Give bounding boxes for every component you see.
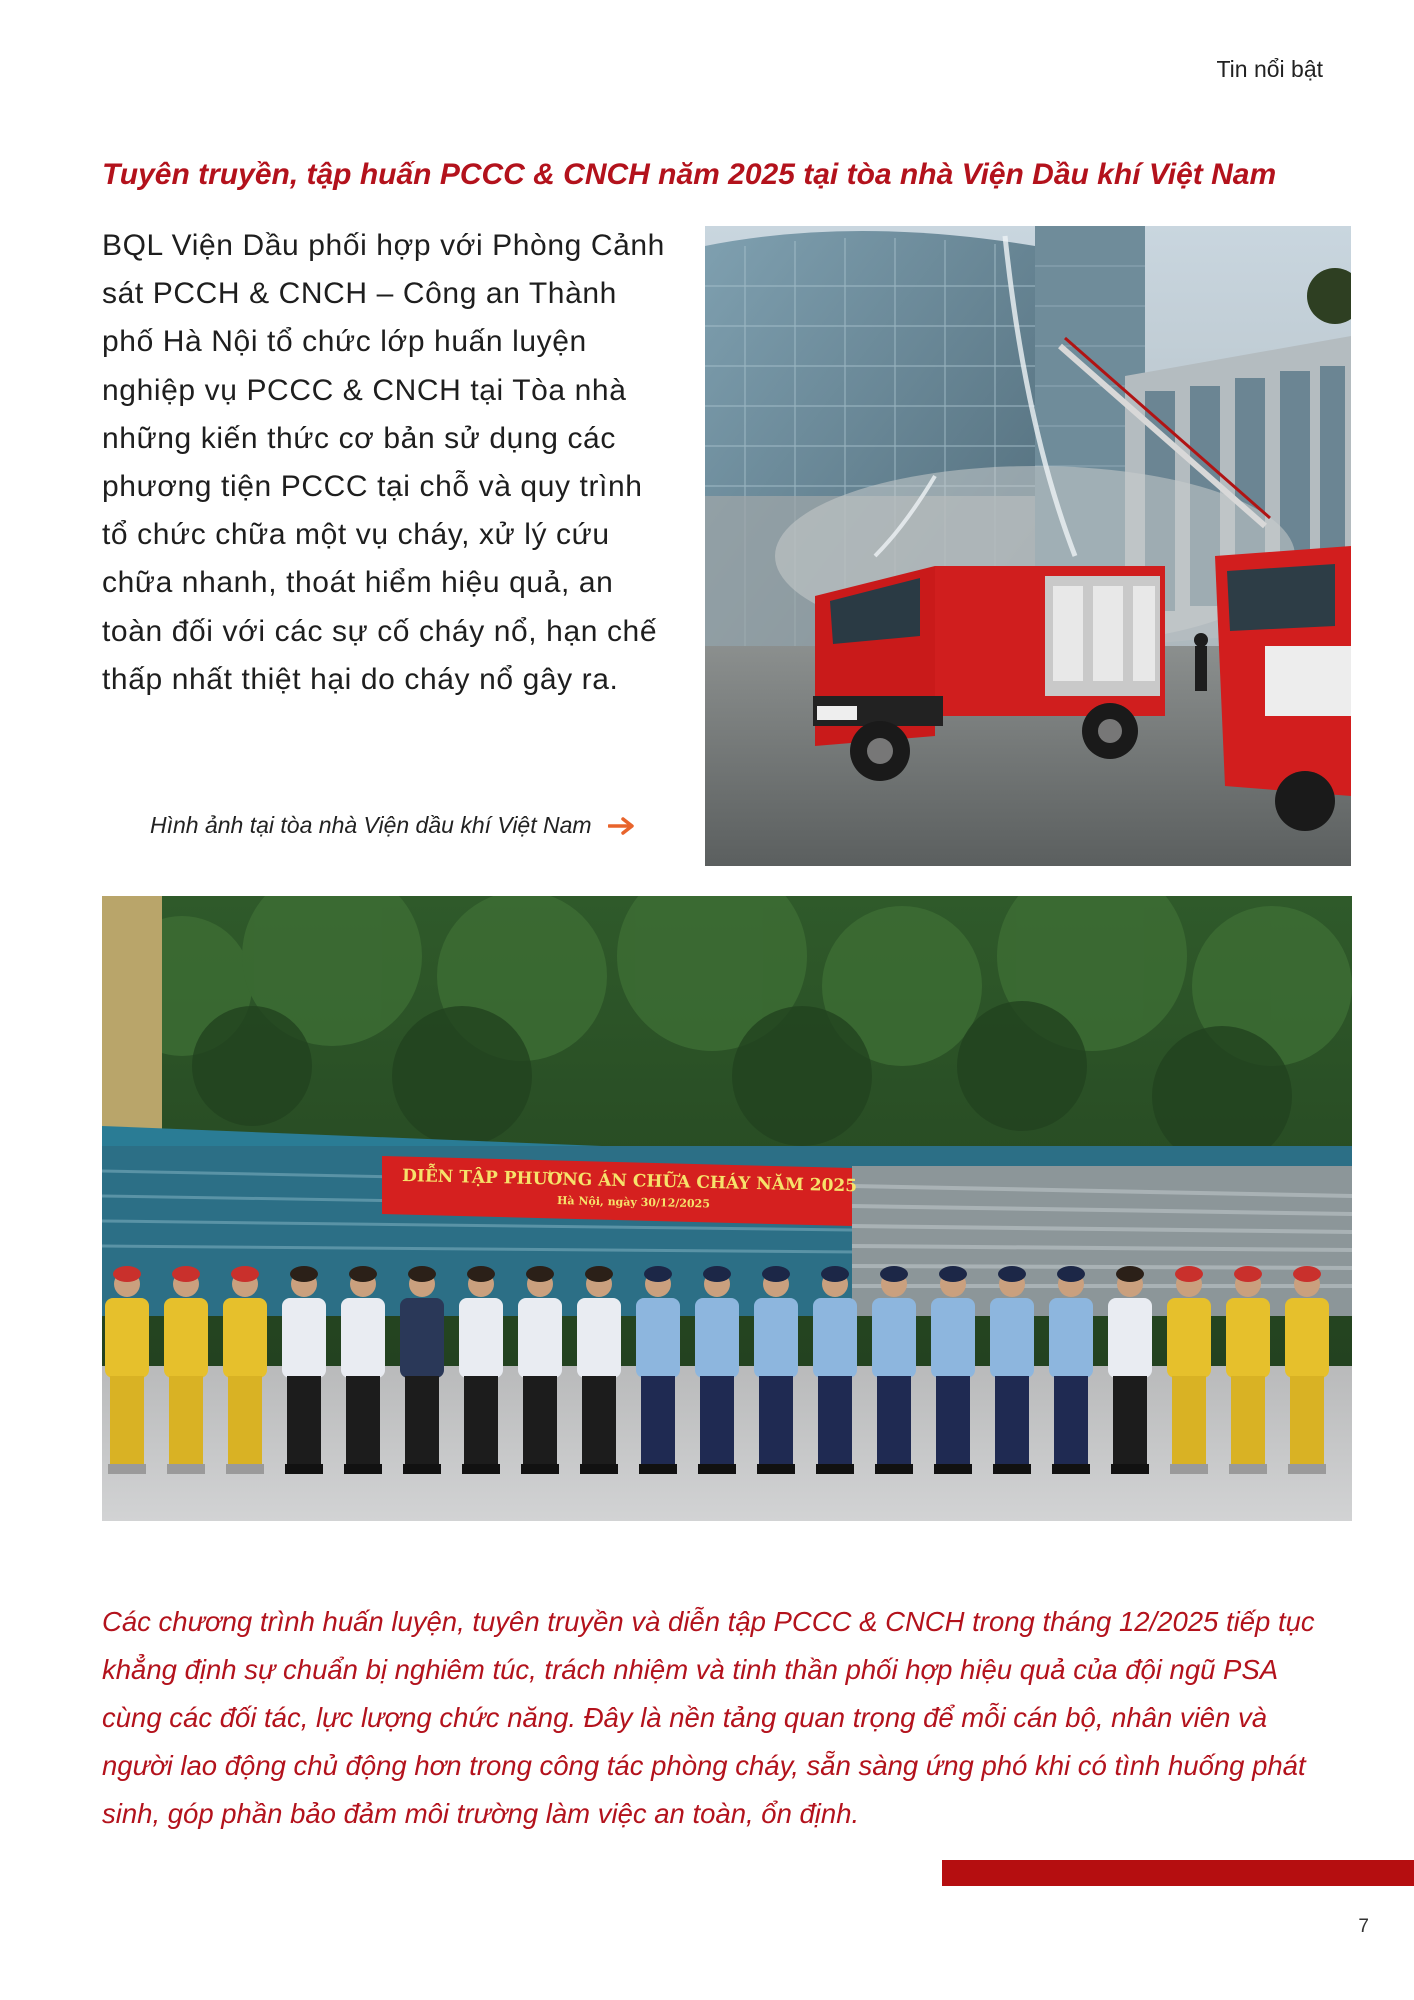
arrow-right-icon: [608, 817, 636, 835]
banner-date: Hà Nội, ngày 30/12/2025: [556, 1194, 711, 1211]
firetruck-photo: [705, 226, 1351, 866]
photo-caption: Hình ảnh tại tòa nhà Viện dầu khí Việt Nam: [150, 812, 592, 838]
section-label: Tin nổi bật: [1216, 56, 1323, 82]
banner-title: DIỄN TẬP PHƯƠNG ÁN CHỮA CHÁY NĂM 2025: [401, 1166, 858, 1197]
article-title: Tuyên truyền, tập huấn PCCC & CNCH năm 2025 tại tòa nhà Viện Dầu khí Việt Nam: [102, 158, 1277, 191]
page-number: 7: [1358, 1916, 1369, 1937]
closing-paragraph: Các chương trình huấn luyện, tuyên truyền và diễn tập PCCC & CNCH trong tháng 12/2025 tiếp tục khẳng định sự chuẩn bị nghiêm túc, trách nhiệm và tinh thần phối hợp hiệu quả của đội ngũ PSA cùng các đối tác, lực lượng chức năng. Đây là nền tảng quan trọng để mỗi cán bộ, nhân viên và người lao động chủ động hơn trong công tác phòng cháy, sẵn sàng ứng phó khi có tình huống phát sinh, góp phần bảo đảm môi trường làm việc an toàn, ổn định.: [102, 1606, 1315, 1829]
group-photo: [102, 896, 1352, 1521]
article-body: BQL Viện Dầu phối hợp với Phòng Cảnh sát PCCH & CNCH – Công an Thành phố Hà Nội tổ chức lớp huấn luyện nghiệp vụ PCCC & CNCH tại Tòa nhà những kiến thức cơ bản sử dụng các phương tiện PCCC tại chỗ và quy trình tổ chức chữa một vụ cháy, xử lý cứu chữa nhanh, thoát hiểm hiệu quả, an toàn đối với các sự cố cháy nổ, hạn chế thấp nhất thiệt hại do cháy nổ gây ra.: [102, 229, 665, 696]
photo-caption-row: [150, 812, 680, 839]
decorative-red-bar: [942, 1860, 1414, 1886]
